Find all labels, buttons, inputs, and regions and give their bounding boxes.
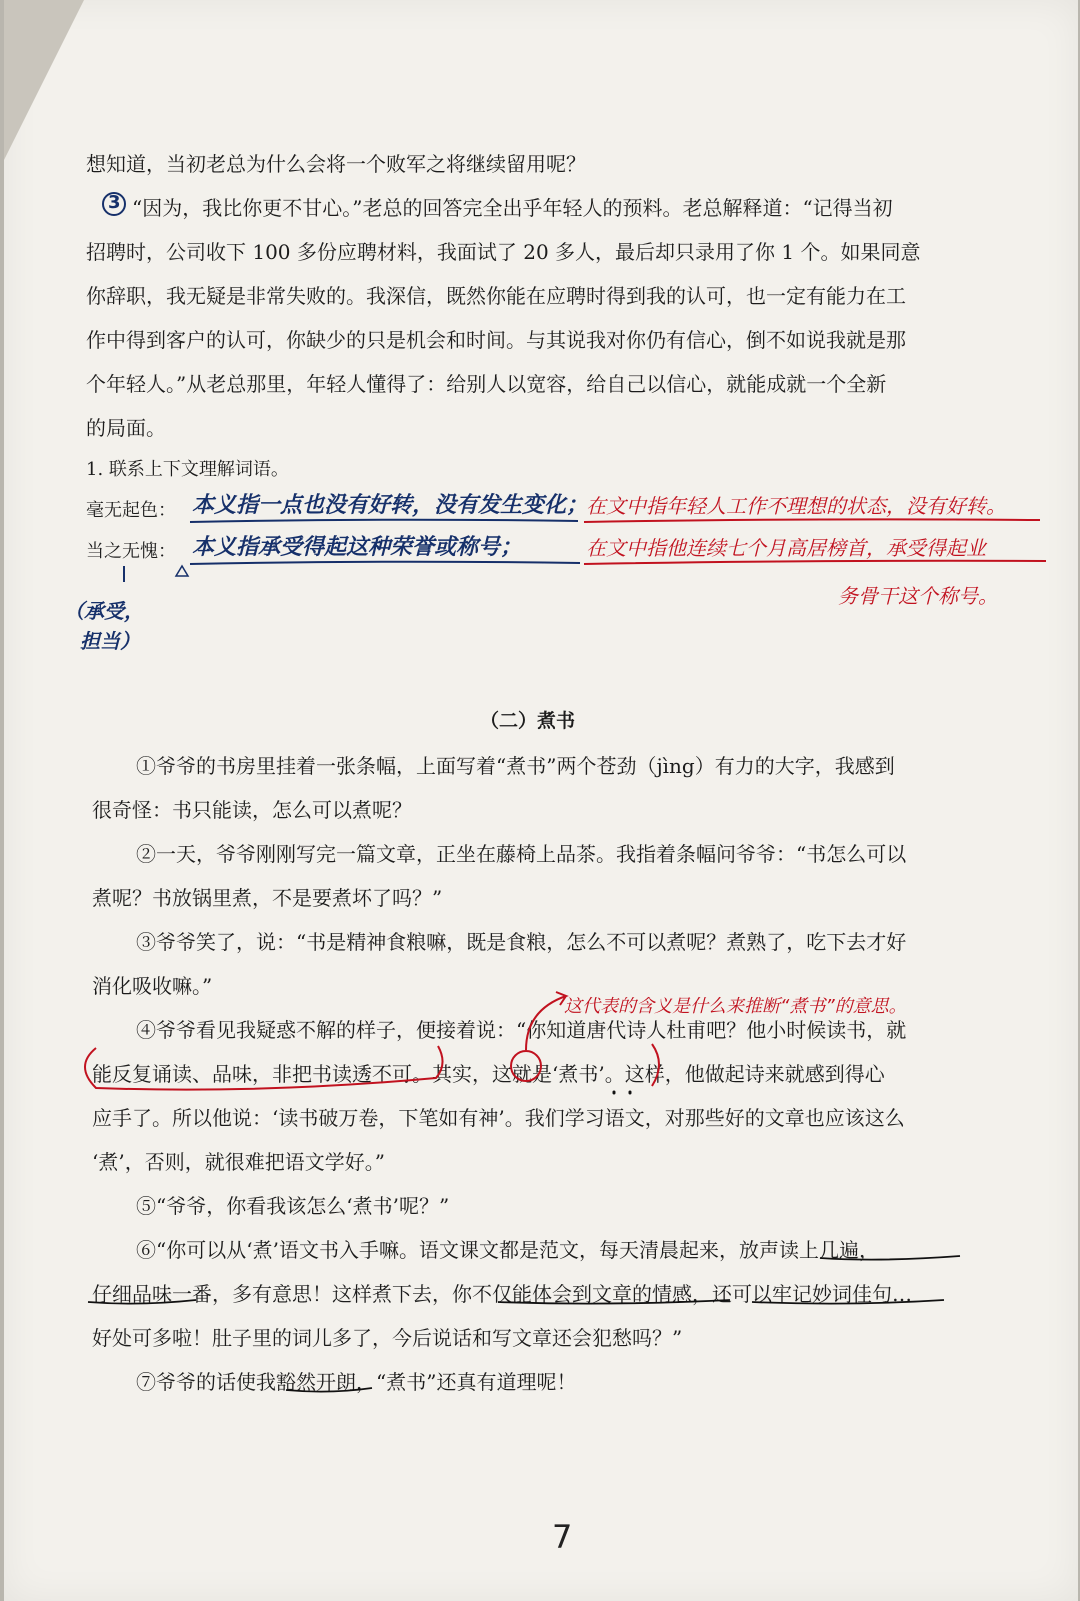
text-line: ⑥“你可以从‘煮’语文书入手嘛。语文课文都是范文，每天清晨起来，放声读上几遍， <box>136 1238 879 1262</box>
page-number: 7 <box>552 1518 573 1556</box>
text-line: 好处可多啦！肚子里的词儿多了，今后说话和写文章还会犯愁吗？” <box>92 1326 683 1350</box>
text-line: ⑦爷爷的话使我豁然开朗，“煮书”还真有道理呢！ <box>136 1370 577 1394</box>
text-line: 作中得到客户的认可，你缺少的只是机会和时间。与其说我对你仍有信心，倒不如说我就是那 <box>86 328 906 352</box>
text-line: ‘煮’，否则，就很难把语文学好。” <box>92 1150 385 1174</box>
handwritten-answer: 本义指一点也没有好转，没有发生变化； <box>192 493 589 518</box>
document-page <box>4 0 1078 1601</box>
handwritten-annotation: 这代表的含义是什么来推断“煮书”的意思。 <box>564 996 907 1017</box>
text-line: 仔细品味一番，多有意思！这样煮下去，你不仅能体会到文章的情感，还可以牢记妙词佳句… <box>92 1282 912 1306</box>
handwritten-answer: 在文中指他连续七个月高居榜首，承受得起业 <box>586 536 986 560</box>
paragraph-3-marker: 3 <box>108 192 121 213</box>
text-line: 消化吸收嘛。” <box>92 974 213 998</box>
text-line: 你辞职，我无疑是非常失败的。我深信，既然你能在应聘时得到我的认可，也一定有能力在工 <box>86 284 906 308</box>
handwritten-answer: 在文中指年轻人工作不理想的状态，没有好转。 <box>586 494 1006 518</box>
text-line: “因为，我比你更不甘心。”老总的回答完全出乎年轻人的预料。老总解释道：“记得当初 <box>132 196 893 220</box>
text-line: 个年轻人。”从老总那里，年轻人懂得了：给别人以宽容，给自己以信心，就能成就一个全新 <box>86 372 887 396</box>
question-prompt: 1. 联系上下文理解词语。 <box>86 459 289 480</box>
margin-note: （承受， <box>64 599 144 623</box>
handwritten-answer: 本义指承受得起这种荣誉或称号； <box>192 535 523 560</box>
text-line: 的局面。 <box>86 416 166 440</box>
text-line: 应手了。所以他说：‘读书破万卷，下笔如有神’。我们学习语文，对那些好的文章也应该这么 <box>92 1106 905 1130</box>
text-line: ①爷爷的书房里挂着一张条幅，上面写着“煮书”两个苍劲（jìng）有力的大字，我感到 <box>136 754 895 778</box>
margin-note: 担当） <box>80 629 140 653</box>
folded-corner <box>4 0 84 160</box>
section-title: （二）煮书 <box>480 710 576 732</box>
text-line: ⑤“爷爷，你看我该怎么‘煮书’呢？” <box>136 1194 450 1218</box>
term-label: 当之无愧： <box>86 541 176 562</box>
text-line: 能反复诵读、品味，非把书读透不可。其实，这就是‘煮书’。这样，他做起诗来就感到得心 <box>92 1062 885 1086</box>
text-line: 煮呢？书放锅里煮，不是要煮坏了吗？” <box>92 886 443 910</box>
term-label: 毫无起色： <box>86 500 176 521</box>
text-line: ②一天，爷爷刚刚写完一篇文章，正坐在藤椅上品茶。我指着条幅问爷爷：“书怎么可以 <box>136 842 907 866</box>
text-line: 招聘时，公司收下 100 多份应聘材料，我面试了 20 多人，最后却只录用了你 1 个。如果同意 <box>86 240 921 264</box>
handwritten-answer: 务骨干这个称号。 <box>838 584 998 608</box>
text-line: ④爷爷看见我疑惑不解的样子，便接着说：“你知道唐代诗人杜甫吧？他小时候读书，就 <box>136 1018 907 1042</box>
text-line: 很奇怪：书只能读，怎么可以煮呢？ <box>92 798 412 822</box>
text-line: 想知道，当初老总为什么会将一个败军之将继续留用呢？ <box>86 152 586 176</box>
text-line: ③爷爷笑了，说：“书是精神食粮嘛，既是食粮，怎么不可以煮呢？煮熟了，吃下去才好 <box>136 930 907 954</box>
